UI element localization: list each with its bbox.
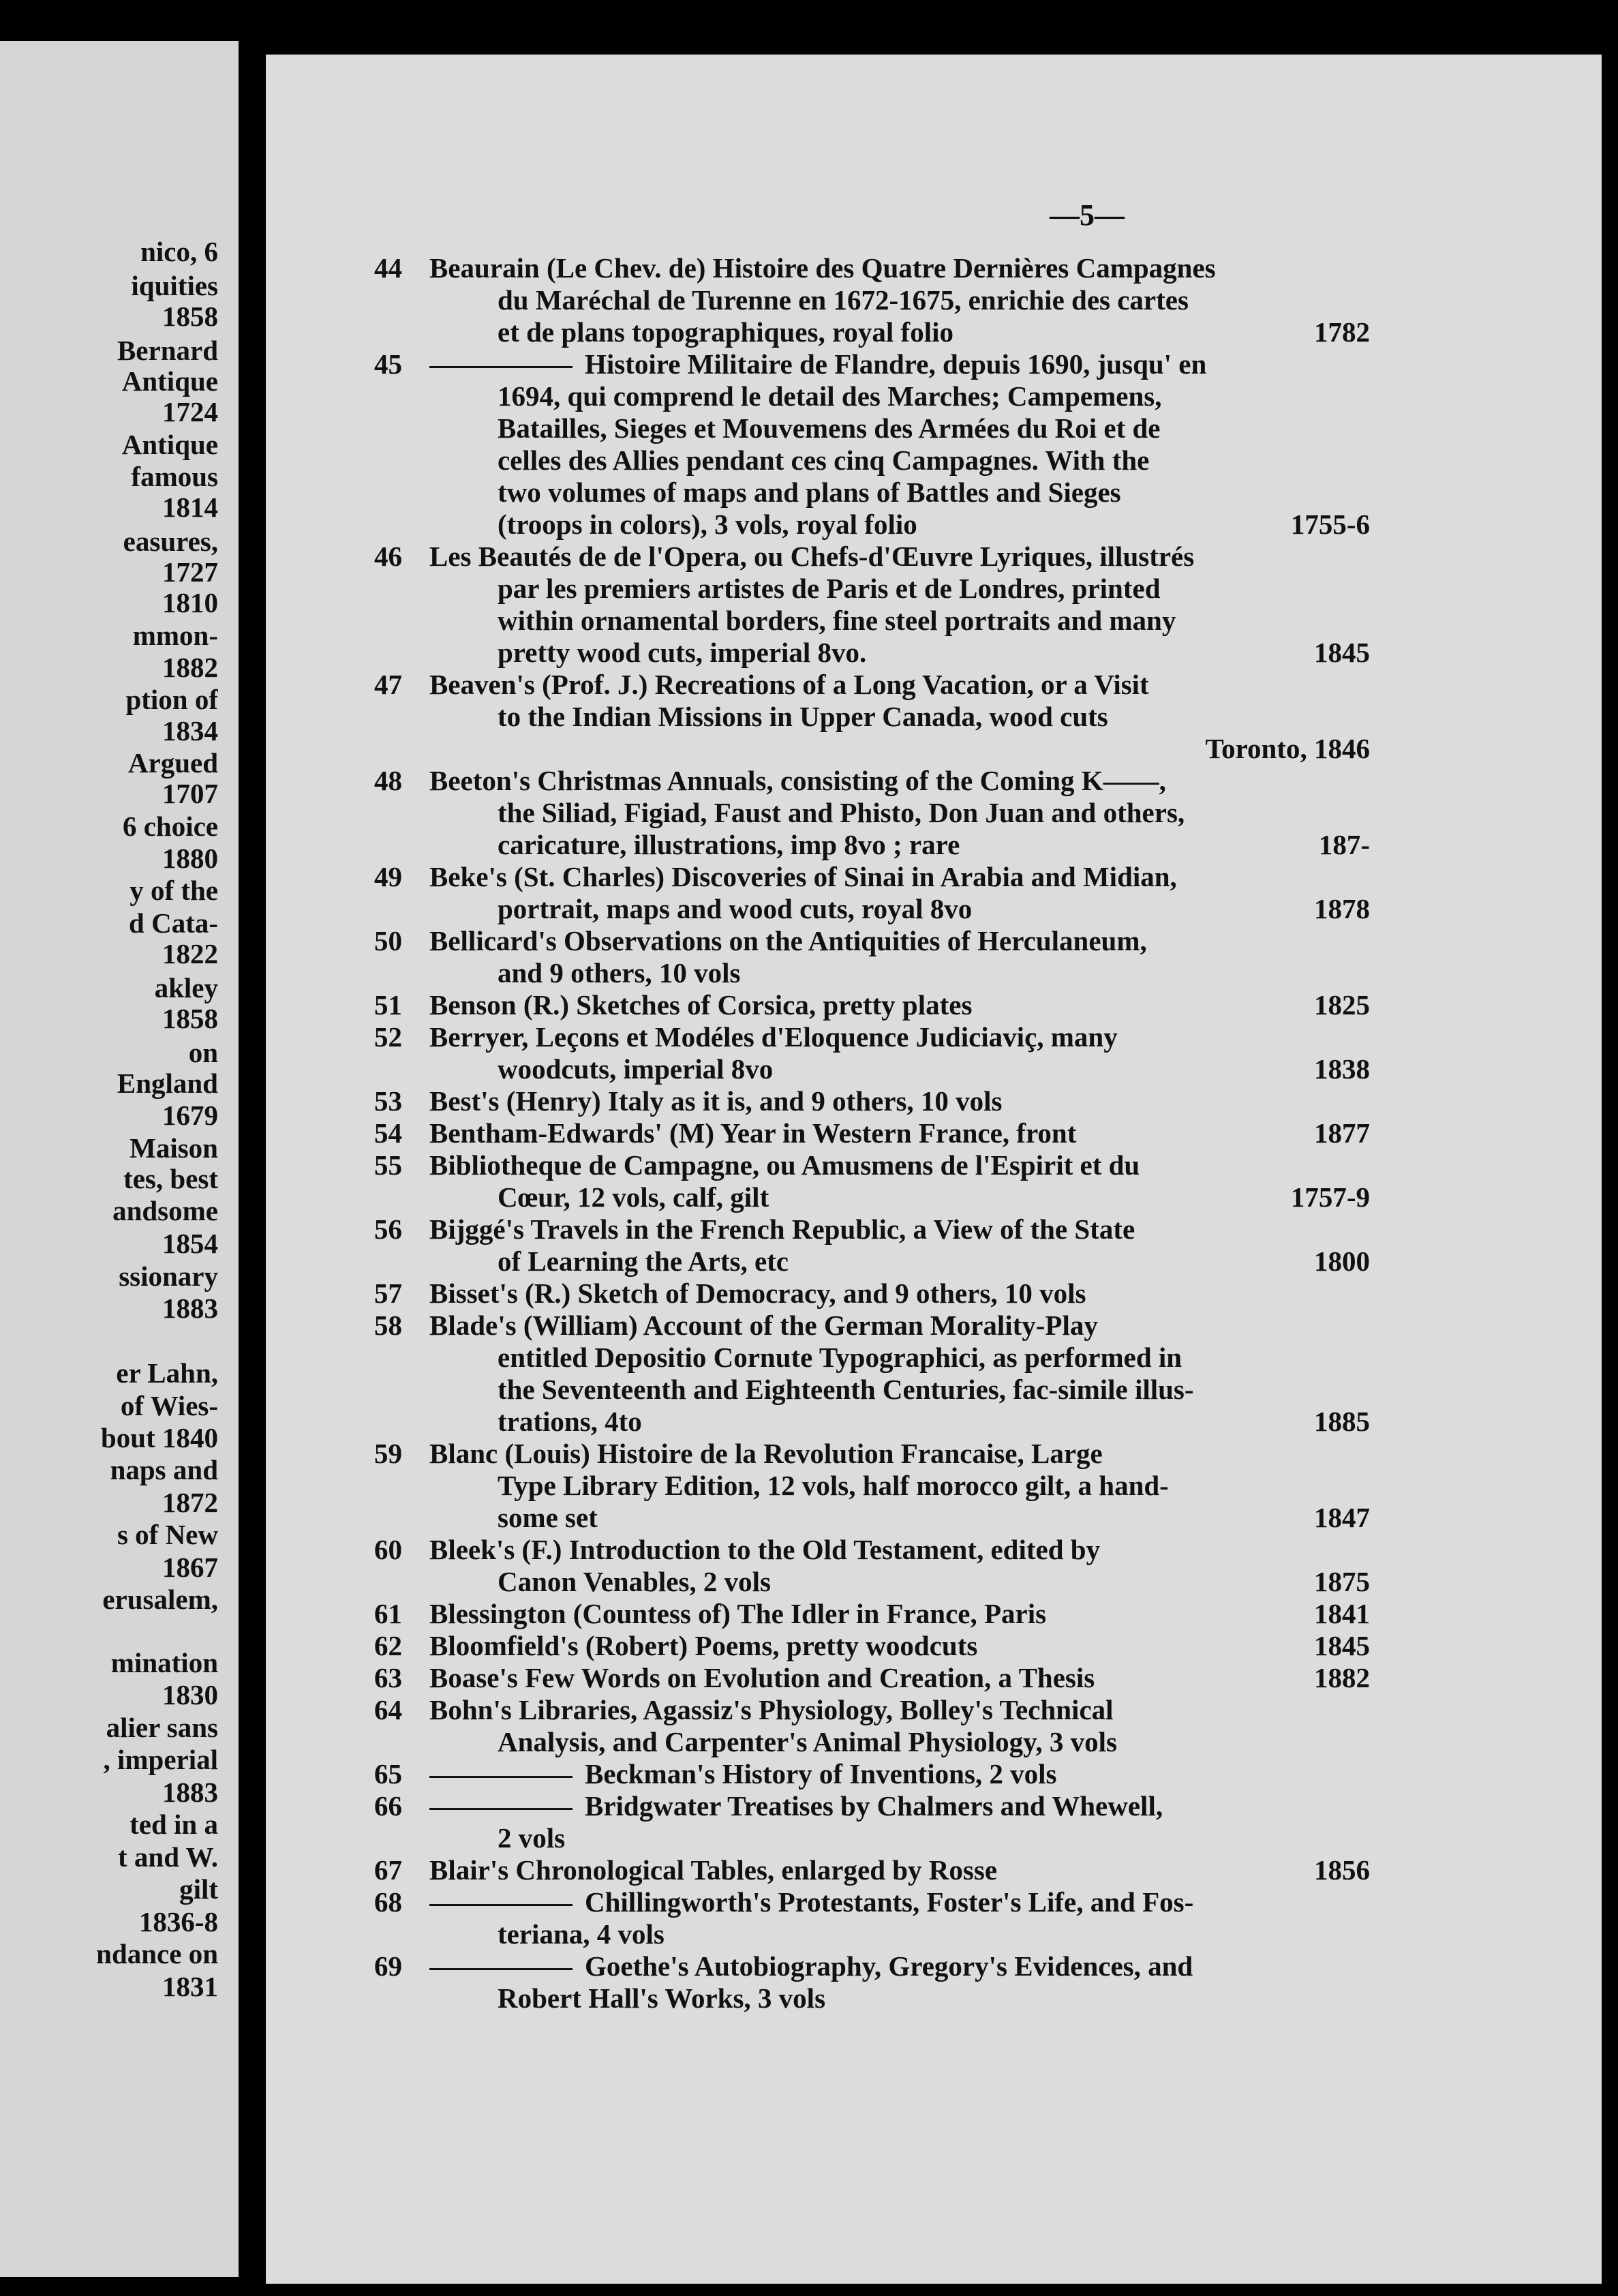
left-page-line: 6 choice <box>122 811 218 842</box>
entry-number: 64 <box>374 1694 402 1725</box>
entry-line <box>429 412 1370 444</box>
entry-text: trations, 4to <box>498 1406 642 1437</box>
entry-number: 67 <box>374 1854 402 1886</box>
entry-line <box>429 348 1370 380</box>
entry-date: 1847 <box>1314 1502 1370 1533</box>
entry-text: 1694, qui comprend le detail des Marches; Campemens, <box>498 380 1162 412</box>
entry-text: Beaurain (Le Chev. de) Histoire des Quatre Dernières Campagnes <box>429 252 1216 284</box>
entry-line <box>429 1662 1370 1694</box>
entry-line <box>429 1406 1370 1438</box>
page-number: —5— <box>1050 198 1125 232</box>
left-page-line: Maison <box>129 1132 218 1164</box>
catalogue-entry <box>348 1854 1370 1886</box>
entry-line <box>429 1886 1370 1918</box>
left-page-line: easures, <box>123 526 218 557</box>
left-page-line: 1727 <box>162 556 218 588</box>
entry-line <box>429 1982 1370 2014</box>
left-page-line: ndance on <box>96 1938 218 1969</box>
entry-line <box>429 1534 1370 1566</box>
entry-text: the Siliad, Figiad, Faust and Phisto, Don Juan and others, <box>498 797 1185 828</box>
entry-number: 48 <box>374 765 402 796</box>
ditto-dash <box>429 1808 573 1810</box>
entry-line <box>429 893 1370 925</box>
entry-line <box>429 637 1370 669</box>
entry-text: entitled Depositio Cornute Typographici, as performed in <box>498 1342 1182 1373</box>
entry-line <box>429 1342 1370 1374</box>
entry-number: 60 <box>374 1534 402 1565</box>
entry-text: within ornamental borders, fine steel portraits and many <box>498 605 1176 636</box>
left-page-line: er Lahn, <box>116 1357 218 1389</box>
entry-date: 1878 <box>1314 893 1370 924</box>
entry-line <box>429 1213 1370 1245</box>
entry-line <box>429 1470 1370 1502</box>
catalogue-entry <box>348 1021 1370 1085</box>
entry-line <box>429 1854 1370 1886</box>
entry-line <box>429 1790 1370 1822</box>
left-page-line: ssionary <box>119 1260 218 1292</box>
ditto-dash <box>429 1968 573 1970</box>
entry-text: Blair's Chronological Tables, enlarged by Rosse <box>429 1854 998 1886</box>
entry-number: 47 <box>374 669 402 700</box>
catalogue-entry <box>348 1790 1370 1854</box>
entry-line <box>429 1918 1370 1950</box>
entry-text: Cœur, 12 vols, calf, gilt <box>498 1181 769 1213</box>
left-page-line: 1883 <box>162 1777 218 1808</box>
catalogue-entry <box>348 925 1370 989</box>
entry-line <box>429 1310 1370 1342</box>
entry-line <box>429 1181 1370 1213</box>
left-page-line: 1867 <box>162 1552 218 1583</box>
entry-text: Analysis, and Carpenter's Animal Physiology, 3 vols <box>498 1726 1117 1757</box>
entry-text: Boase's Few Words on Evolution and Creation, a Thesis <box>429 1662 1095 1693</box>
left-page-line: 1858 <box>162 1003 218 1034</box>
catalogue-entry <box>348 1598 1370 1630</box>
entry-date: 1757-9 <box>1290 1181 1370 1213</box>
entry-number: 55 <box>374 1149 402 1181</box>
entry-number: 59 <box>374 1438 402 1469</box>
entry-text: Robert Hall's Works, 3 vols <box>498 1982 826 2014</box>
left-page-line: 1880 <box>162 843 218 874</box>
entry-text: Bridgwater Treatises by Chalmers and Whewell, <box>585 1790 1163 1822</box>
catalogue-entry <box>348 1662 1370 1694</box>
entry-text: Bloomfield's (Robert) Poems, pretty woodcuts <box>429 1630 978 1661</box>
left-page-line: on <box>188 1037 218 1068</box>
entry-number: 65 <box>374 1758 402 1789</box>
entry-line <box>429 733 1370 765</box>
entry-line <box>429 1149 1370 1181</box>
entry-text: Bellicard's Observations on the Antiquities of Herculaneum, <box>429 925 1147 956</box>
entry-line <box>429 957 1370 989</box>
entry-number: 52 <box>374 1021 402 1053</box>
catalogue-entry <box>348 1310 1370 1438</box>
entry-text: Histoire Militaire de Flandre, depuis 1690, jusqu' en <box>585 348 1207 380</box>
catalogue-entry <box>348 1534 1370 1598</box>
entry-line <box>429 1502 1370 1534</box>
entry-line <box>429 1278 1370 1310</box>
page-gutter <box>239 0 266 2296</box>
left-page-line: mmon- <box>132 620 218 651</box>
left-page-line: , imperial <box>103 1744 218 1775</box>
catalogue-entry <box>348 1213 1370 1278</box>
entry-date: 1825 <box>1314 989 1370 1021</box>
left-page-line: England <box>117 1068 218 1099</box>
left-page-line: erusalem, <box>102 1584 218 1615</box>
entry-text: Berryer, Leçons et Modéles d'Eloquence Judiciaviç, many <box>429 1021 1118 1053</box>
entry-number: 45 <box>374 348 402 380</box>
catalogue-entry <box>348 989 1370 1021</box>
entry-line <box>429 861 1370 893</box>
entry-date: 1845 <box>1314 637 1370 668</box>
left-page-line: 1724 <box>162 396 218 427</box>
entry-date: 1882 <box>1314 1662 1370 1693</box>
entry-number: 56 <box>374 1213 402 1245</box>
entry-text: par les premiers artistes de Paris et de Londres, printed <box>498 573 1161 604</box>
left-page-line: gilt <box>179 1873 218 1905</box>
catalogue-entry <box>348 1630 1370 1662</box>
catalogue-entry <box>348 1950 1370 2014</box>
left-page-line: akley <box>154 972 218 1003</box>
entry-number: 58 <box>374 1310 402 1341</box>
left-page-line: 1883 <box>162 1293 218 1324</box>
entry-text: Beeton's Christmas Annuals, consisting of the Coming K——, <box>429 765 1166 796</box>
entry-text: Blade's (William) Account of the German Morality-Play <box>429 1310 1098 1341</box>
entry-line <box>429 444 1370 477</box>
left-page-line: mination <box>110 1647 218 1678</box>
ditto-dash <box>429 1904 573 1906</box>
entry-number: 50 <box>374 925 402 956</box>
left-page-line: 1836-8 <box>138 1906 218 1937</box>
entry-line <box>429 1758 1370 1790</box>
entry-text: Bisset's (R.) Sketch of Democracy, and 9 others, 10 vols <box>429 1278 1086 1309</box>
left-page-line: 1882 <box>162 652 218 683</box>
entry-line <box>429 1566 1370 1598</box>
entry-date: 187- <box>1318 829 1370 860</box>
entry-line <box>429 1950 1370 1982</box>
entry-line <box>429 669 1370 701</box>
entry-text: Chillingworth's Protestants, Foster's Life, and Fos- <box>585 1886 1194 1918</box>
left-page-line: ption of <box>125 684 218 715</box>
catalogue-entry <box>348 541 1370 669</box>
entry-date: 1800 <box>1314 1245 1370 1277</box>
entry-line <box>429 380 1370 412</box>
entry-number: 53 <box>374 1085 402 1117</box>
entry-line <box>429 1053 1370 1085</box>
catalogue-entry <box>348 669 1370 765</box>
left-page-line: 1830 <box>162 1679 218 1710</box>
entry-line <box>429 925 1370 957</box>
entry-line <box>429 1438 1370 1470</box>
left-page-line: 1831 <box>162 1971 218 2002</box>
entry-text: Blanc (Louis) Histoire de la Revolution Francaise, Large <box>429 1438 1103 1469</box>
entry-text: and 9 others, 10 vols <box>498 957 741 988</box>
catalogue-entry <box>348 1278 1370 1310</box>
entry-text: et de plans topographiques, royal folio <box>498 316 953 348</box>
entry-date: 1841 <box>1314 1598 1370 1629</box>
entry-date: Toronto, 1846 <box>1205 733 1370 764</box>
entry-line <box>429 1085 1370 1117</box>
catalogue-entry <box>348 765 1370 861</box>
entry-text: Batailles, Sieges et Mouvemens des Armées du Roi et de <box>498 412 1161 444</box>
left-page-fragment <box>0 41 239 2277</box>
left-page-line: Argued <box>127 747 218 779</box>
entry-text: two volumes of maps and plans of Battles and Sieges <box>498 477 1121 508</box>
entry-number: 66 <box>374 1790 402 1822</box>
entry-text: du Maréchal de Turenne en 1672-1675, enrichie des cartes <box>498 284 1189 316</box>
left-page-line: 1707 <box>162 778 218 809</box>
left-page-line: 1854 <box>162 1228 218 1259</box>
entry-line <box>429 765 1370 797</box>
catalogue-entries <box>348 252 1370 2014</box>
entry-text: Bentham-Edwards' (M) Year in Western France, front <box>429 1117 1077 1149</box>
entry-line <box>429 829 1370 861</box>
left-page-line: andsome <box>112 1195 218 1226</box>
entry-text: caricature, illustrations, imp 8vo ; rare <box>498 829 960 860</box>
left-page-line: d Cata- <box>129 907 218 939</box>
entry-line <box>429 701 1370 733</box>
entry-text: Blessington (Countess of) The Idler in France, Paris <box>429 1598 1047 1629</box>
entry-date: 1856 <box>1314 1854 1370 1886</box>
left-page-line: s of New <box>117 1519 218 1550</box>
entry-line <box>429 989 1370 1021</box>
ditto-dash <box>429 1776 573 1778</box>
entry-text: celles des Allies pendant ces cinq Campagnes. With the <box>498 444 1150 476</box>
catalogue-entry <box>348 1085 1370 1117</box>
entry-line <box>429 316 1370 348</box>
entry-date: 1755-6 <box>1290 509 1370 540</box>
entry-text: of Learning the Arts, etc <box>498 1245 789 1277</box>
entry-text: Bleek's (F.) Introduction to the Old Testament, edited by <box>429 1534 1101 1565</box>
catalogue-entry <box>348 861 1370 925</box>
entry-line <box>429 605 1370 637</box>
entry-number: 46 <box>374 541 402 572</box>
left-page-line: 1814 <box>162 492 218 523</box>
entry-number: 44 <box>374 252 402 284</box>
entry-text: Beckman's History of Inventions, 2 vols <box>585 1758 1057 1789</box>
left-page-line: Bernard <box>117 335 218 366</box>
entry-number: 57 <box>374 1278 402 1309</box>
entry-number: 63 <box>374 1662 402 1693</box>
entry-text: 2 vols <box>498 1822 566 1854</box>
entry-text: the Seventeenth and Eighteenth Centuries, fac-simile illus- <box>498 1374 1194 1405</box>
left-page-line: of Wies- <box>120 1390 218 1421</box>
entry-text: (troops in colors), 3 vols, royal folio <box>498 509 917 540</box>
entry-date: 1885 <box>1314 1406 1370 1437</box>
entry-line <box>429 1374 1370 1406</box>
left-page-line: 1872 <box>162 1487 218 1518</box>
left-page-line: t and W. <box>117 1841 218 1873</box>
left-page-line: iquities <box>131 270 218 301</box>
catalogue-entry <box>348 1149 1370 1213</box>
entry-text: Bohn's Libraries, Agassiz's Physiology, Bolley's Technical <box>429 1694 1114 1725</box>
entry-text: Type Library Edition, 12 vols, half morocco gilt, a hand- <box>498 1470 1169 1501</box>
entry-line <box>429 1021 1370 1053</box>
entry-line <box>429 1726 1370 1758</box>
entry-text: Les Beautés de de l'Opera, ou Chefs-d'Œuvre Lyriques, illustrés <box>429 541 1195 572</box>
entry-line <box>429 252 1370 284</box>
left-page-line: 1810 <box>162 587 218 618</box>
entry-line <box>429 1630 1370 1662</box>
entry-text: Bijggé's Travels in the French Republic, a View of the State <box>429 1213 1135 1245</box>
entry-text: Bibliotheque de Campagne, ou Amusmens de l'Espirit et du <box>429 1149 1140 1181</box>
left-page-line: tes, best <box>123 1163 218 1194</box>
entry-line <box>429 477 1370 509</box>
entry-text: Best's (Henry) Italy as it is, and 9 others, 10 vols <box>429 1085 1003 1117</box>
entry-date: 1838 <box>1314 1053 1370 1085</box>
entry-line <box>429 1694 1370 1726</box>
entry-line <box>429 509 1370 541</box>
left-page-line: y of the <box>129 875 218 906</box>
entry-text: Canon Venables, 2 vols <box>498 1566 772 1597</box>
entry-text: Benson (R.) Sketches of Corsica, pretty plates <box>429 989 973 1021</box>
entry-text: some set <box>498 1502 598 1533</box>
entry-line <box>429 1245 1370 1278</box>
entry-line <box>429 1822 1370 1854</box>
entry-date: 1877 <box>1314 1117 1370 1149</box>
entry-line <box>429 284 1370 316</box>
entry-date: 1845 <box>1314 1630 1370 1661</box>
entry-number: 69 <box>374 1950 402 1982</box>
left-page-line: bout 1840 <box>100 1422 218 1453</box>
entry-text: to the Indian Missions in Upper Canada, wood cuts <box>498 701 1108 732</box>
entry-text: portrait, maps and wood cuts, royal 8vo <box>498 893 973 924</box>
entry-text: Beaven's (Prof. J.) Recreations of a Long Vacation, or a Visit <box>429 669 1149 700</box>
catalogue-entry <box>348 1438 1370 1534</box>
entry-date: 1782 <box>1314 316 1370 348</box>
entry-number: 68 <box>374 1886 402 1918</box>
left-page-line: naps and <box>110 1454 218 1485</box>
entry-number: 51 <box>374 989 402 1021</box>
entry-text: woodcuts, imperial 8vo <box>498 1053 774 1085</box>
left-page-line: Antique <box>121 365 218 397</box>
entry-text: Goethe's Autobiography, Gregory's Evidences, and <box>585 1950 1193 1982</box>
catalogue-entry <box>348 1886 1370 1950</box>
catalogue-entry <box>348 1694 1370 1758</box>
catalogue-entry <box>348 348 1370 541</box>
entry-line <box>429 573 1370 605</box>
entry-line <box>429 1117 1370 1149</box>
left-page-line: ted in a <box>129 1809 218 1840</box>
entry-date: 1875 <box>1314 1566 1370 1597</box>
left-page-line: 1834 <box>162 715 218 746</box>
entry-line <box>429 541 1370 573</box>
ditto-dash <box>429 366 573 368</box>
left-page-line: 1858 <box>162 301 218 332</box>
left-page-line: nico, 6 <box>140 236 218 267</box>
left-page-line: 1822 <box>162 938 218 969</box>
entry-line <box>429 1598 1370 1630</box>
catalogue-entry <box>348 1758 1370 1790</box>
left-page-line: alier sans <box>106 1712 218 1743</box>
entry-number: 54 <box>374 1117 402 1149</box>
entry-line <box>429 797 1370 829</box>
catalogue-entry <box>348 1117 1370 1149</box>
entry-text: Beke's (St. Charles) Discoveries of Sinai in Arabia and Midian, <box>429 861 1177 892</box>
entry-text: pretty wood cuts, imperial 8vo. <box>498 637 867 668</box>
left-page-line: famous <box>131 461 218 492</box>
catalogue-entry <box>348 252 1370 348</box>
entry-number: 49 <box>374 861 402 892</box>
entry-text: teriana, 4 vols <box>498 1918 665 1950</box>
entry-number: 62 <box>374 1630 402 1661</box>
left-page-line: 1679 <box>162 1100 218 1131</box>
entry-number: 61 <box>374 1598 402 1629</box>
left-page-line: Antique <box>121 429 218 460</box>
